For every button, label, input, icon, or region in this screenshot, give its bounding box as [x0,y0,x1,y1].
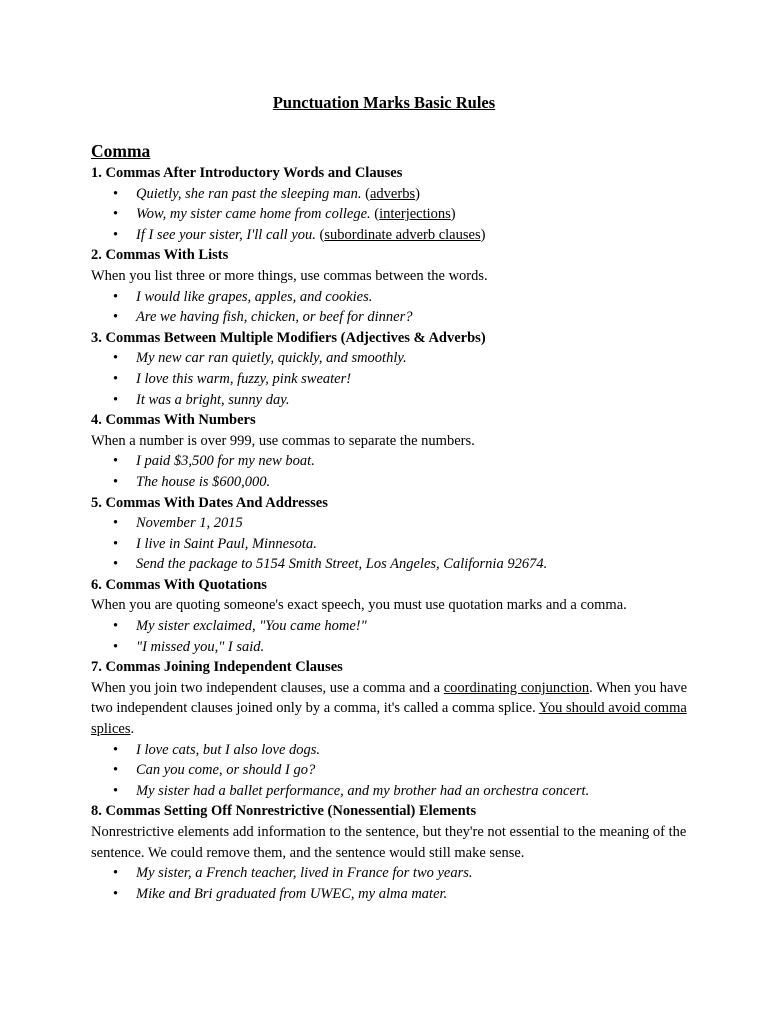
list-item: • I live in Saint Paul, Minnesota. [91,534,691,555]
description-text: . When you have two independent clauses joined only by a comma, it's called a comma splice. [91,679,688,717]
list-item: • I love cats, but I also love dogs. [91,740,691,761]
example-list [91,451,691,492]
document-body [91,140,691,904]
description-text: When you join two independent clauses, use a comma and a [91,679,444,696]
rule-description: When you list three or more things, use commas between the words. [91,267,488,284]
rule-heading: 7. Commas Joining Independent Clauses [91,659,343,676]
list-item: • I paid $3,500 for my new boat. [91,451,691,472]
example-list [91,513,691,575]
list-item: • I would like grapes, apples, and cookies. [91,287,691,308]
rule-description [91,678,691,740]
example-list [91,616,691,657]
list-item: • Quietly, she ran past the sleeping man. (adverbs) [91,184,691,205]
list-item: • My sister, a French teacher, lived in France for two years. [91,863,691,884]
rule-heading: 6. Commas With Quotations [91,576,267,593]
document-title: Punctuation Marks Basic Rules [272,93,496,112]
rule-heading: 8. Commas Setting Off Nonrestrictive (Nonessential) Elements [91,803,477,820]
section-heading: Comma [91,141,151,161]
list-item: • I love this warm, fuzzy, pink sweater! [91,369,691,390]
grammar-term-link[interactable]: interjections [379,206,451,223]
coordinating-conjunction-link[interactable]: coordinating conjunction [443,679,590,696]
list-item: • My sister had a ballet performance, and my brother had an orchestra concert. [91,781,691,802]
example-text: If I see your sister, I'll call you. [136,226,316,243]
description-text: . [130,721,135,738]
list-item: • It was a bright, sunny day. [91,390,691,411]
example-text: Quietly, she ran past the sleeping man. [136,185,362,202]
rule-heading: 4. Commas With Numbers [91,412,256,429]
example-list [91,287,691,328]
list-item: • Mike and Bri graduated from UWEC, my alma mater. [91,884,691,905]
grammar-term-link[interactable]: adverbs [370,185,416,202]
list-item: • Send the package to 5154 Smith Street, Los Angeles, California 92674. [91,554,691,575]
rule-description: When you are quoting someone's exact speech, you must use quotation marks and a comma. [91,597,627,614]
list-item: • The house is $600,000. [91,472,691,493]
list-item: • Wow, my sister came home from college. (interjections) [91,204,691,225]
example-list [91,740,691,802]
list-item: • "I missed you," I said. [91,637,691,658]
rule-heading: 2. Commas With Lists [91,247,229,264]
list-item: • If I see your sister, I'll call you. (subordinate adverb clauses) [91,225,691,246]
list-item: • My sister exclaimed, "You came home!" [91,616,691,637]
grammar-term-link[interactable]: subordinate adverb clauses [324,226,481,243]
list-item: • Are we having fish, chicken, or beef for dinner? [91,307,691,328]
rule-heading: 5. Commas With Dates And Addresses [91,494,328,511]
rule-description: Nonrestrictive elements add information to the sentence, but they're not essential to the meaning of the sentence. We could remove them, and the sentence would still make sense. [91,824,687,861]
list-item: • Can you come, or should I go? [91,760,691,781]
rule-description: When a number is over 999, use commas to separate the numbers. [91,432,475,449]
list-item: • My new car ran quietly, quickly, and smoothly. [91,348,691,369]
example-text: Wow, my sister came home from college. [136,206,371,223]
example-list [91,184,691,246]
example-list [91,863,691,904]
rule-heading: 3. Commas Between Multiple Modifiers (Adjectives & Adverbs) [91,329,486,346]
list-item: • November 1, 2015 [91,513,691,534]
comma-splices-link[interactable]: You should avoid comma splices [91,700,687,738]
example-list [91,348,691,410]
rule-heading: 1. Commas After Introductory Words and Clauses [91,165,403,181]
